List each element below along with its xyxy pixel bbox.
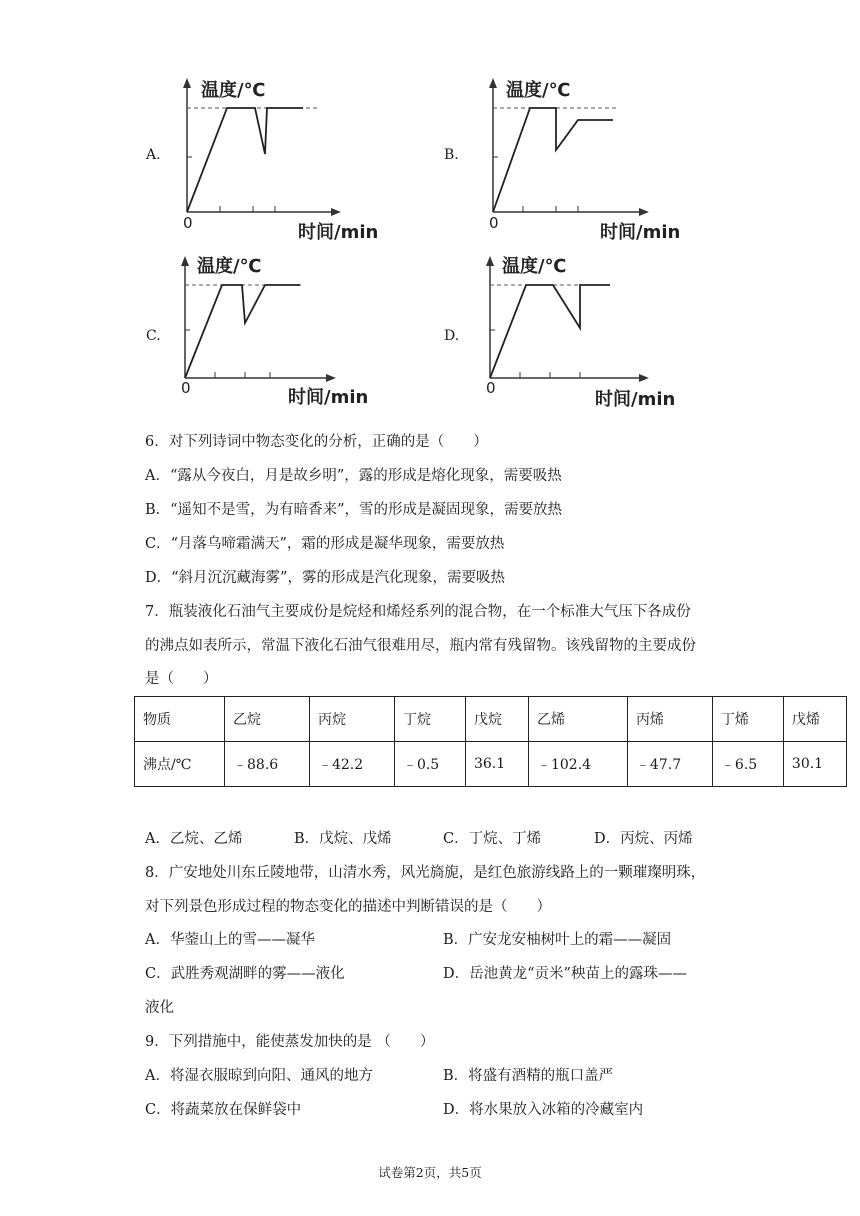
q9-option-c: C．将蔬菜放在保鲜袋中 (145, 1102, 302, 1118)
q6-option-d: D．“斜月沉沉藏海雾”，雾的形成是汽化现象，需要吸热 (145, 570, 505, 586)
table-cell: ﹣6.5 (712, 742, 783, 787)
table-cell: 丙烷 (309, 697, 394, 742)
origin-label: 0 (486, 379, 496, 397)
option-label-a: A. (146, 147, 161, 163)
origin-label: 0 (489, 214, 499, 232)
table-cell: 戊烷 (465, 697, 528, 742)
table-cell: ﹣102.4 (528, 742, 627, 787)
boiling-point-table (134, 696, 847, 787)
x-axis-label: 时间/min (298, 222, 379, 242)
q8-option-d-continued: 液化 (145, 1000, 174, 1016)
table-cell: ﹣42.2 (309, 742, 394, 787)
q6-option-a: A．“露从今夜白，月是故乡明”，露的形成是熔化现象，需要吸热 (145, 468, 562, 484)
x-axis-label: 时间/min (288, 387, 369, 408)
table-cell: ﹣0.5 (394, 742, 465, 787)
graph-a (175, 72, 405, 242)
q7-stem-line-1: 7．瓶装液化石油气主要成份是烷烃和烯烃系列的混合物，在一个标准大气压下各成份 (145, 604, 691, 620)
q6-stem: 6．对下列诗词中物态变化的分析，正确的是（ ） (145, 434, 488, 450)
graph-b (478, 72, 708, 242)
table-cell: 乙烷 (225, 697, 310, 742)
q7-option-d: D．丙烷、丙烯 (594, 831, 693, 847)
x-axis-label: 时间/min (595, 389, 676, 410)
q9-option-d: D．将水果放入冰箱的冷藏室内 (443, 1102, 644, 1118)
q6-option-b: B．“遥知不是雪，为有暗香来”，雪的形成是凝固现象，需要放热 (145, 502, 562, 518)
q9-option-b: B．将盛有酒精的瓶口盖严 (443, 1068, 614, 1084)
table-cell: 丁烷 (394, 697, 465, 742)
page-footer: 试卷第2页，共5页 (378, 1165, 482, 1180)
q8-option-a: A．华蓥山上的雪——凝华 (145, 932, 315, 948)
q7-option-b: B．戊烷、戊烯 (294, 831, 392, 847)
y-axis-label: 温度/℃ (197, 256, 262, 277)
y-axis-label: 温度/℃ (502, 256, 567, 277)
q6-option-c: C．“月落乌啼霜满天”，霜的形成是凝华现象，需要放热 (145, 536, 505, 552)
table-row (135, 742, 847, 787)
graph-c (175, 250, 405, 415)
table-cell: ﹣47.7 (627, 742, 712, 787)
q7-option-a: A．乙烷、乙烯 (145, 831, 243, 847)
q8-stem-line-1: 8．广安地处川东丘陵地带，山清水秀，风光旖旎，是红色旅游线路上的一颗璀璨明珠， (145, 865, 706, 881)
table-cell: 丁烯 (712, 697, 783, 742)
table-cell: 乙烯 (528, 697, 627, 742)
x-axis-label: 时间/min (600, 222, 681, 242)
q8-stem-line-2: 对下列景色形成过程的物态变化的描述中判断错误的是（ ） (145, 899, 551, 915)
origin-label: 0 (183, 214, 193, 232)
q9-option-a: A．将湿衣服晾到向阳、通风的地方 (145, 1068, 373, 1084)
table-cell: 丙烯 (627, 697, 712, 742)
option-label-c: C. (146, 328, 161, 344)
option-label-b: B. (444, 147, 459, 163)
q8-option-c: C．武胜秀观湖畔的雾——液化 (145, 966, 345, 982)
q7-stem-line-3: 是（ ） (145, 671, 218, 687)
y-axis-label: 温度/℃ (506, 80, 571, 101)
q7-option-c: C．丁烷、丁烯 (443, 831, 542, 847)
table-cell: 30.1 (783, 742, 846, 787)
table-cell: 沸点/℃ (135, 742, 225, 787)
q7-stem-line-2: 的沸点如表所示，常温下液化石油气很难用尽，瓶内常有残留物。该残留物的主要成份 (145, 638, 696, 654)
q8-option-b: B．广安龙安柚树叶上的霜——凝固 (443, 932, 672, 948)
option-label-d: D. (444, 328, 460, 344)
table-cell: 戊烯 (783, 697, 846, 742)
graph-d (478, 250, 708, 415)
q8-option-d: D．岳池黄龙“贡米”秧苗上的露珠—— (443, 966, 687, 982)
y-axis-label: 温度/℃ (201, 80, 266, 101)
table-cell: 36.1 (465, 742, 528, 787)
table-cell: ﹣88.6 (225, 742, 310, 787)
q9-stem: 9．下列措施中，能使蒸发加快的是 （ ） (145, 1034, 435, 1050)
table-header-row (135, 697, 847, 742)
table-cell: 物质 (135, 697, 225, 742)
origin-label: 0 (181, 379, 191, 397)
